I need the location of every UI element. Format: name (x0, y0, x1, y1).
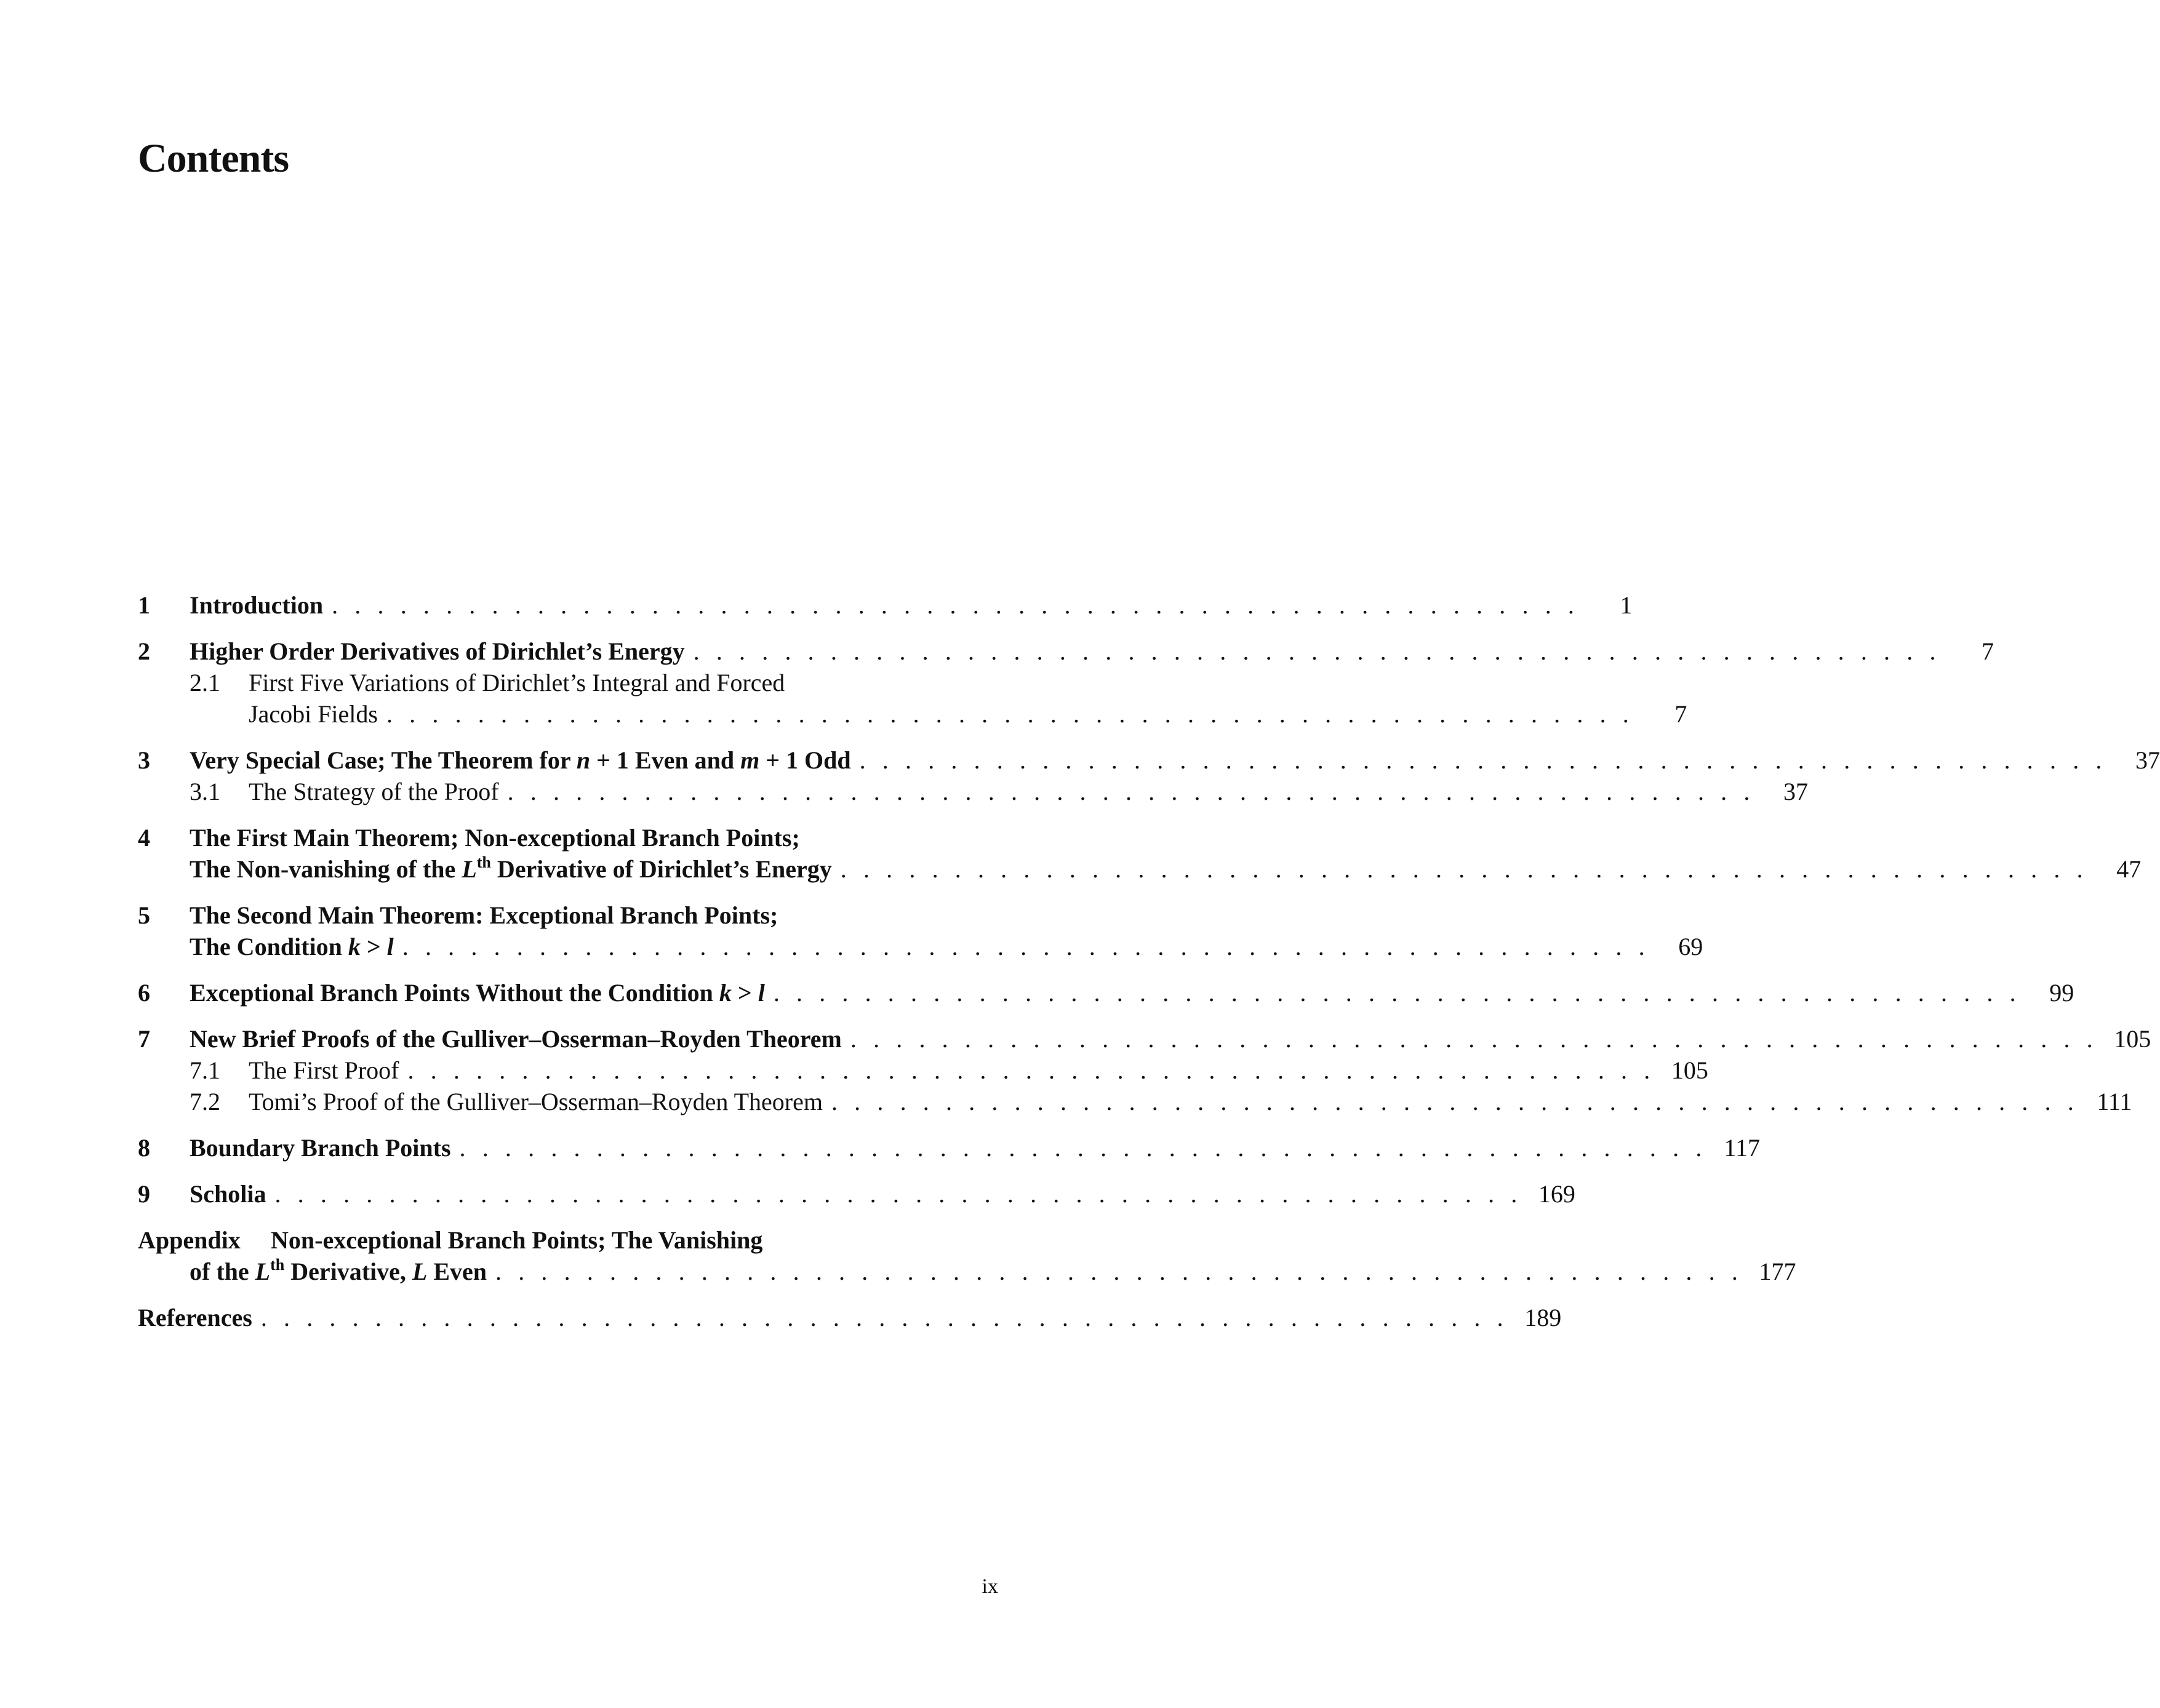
section-title: Tomi’s Proof of the Gulliver–Osserman–Royden Theorem (249, 1088, 823, 1115)
chapter-title: Exceptional Branch Points Without the Condition k > l (190, 979, 765, 1007)
variable-m: m (740, 746, 760, 774)
toc-subentry-3-1[interactable] (138, 776, 1808, 807)
variable-L: L (255, 1258, 271, 1285)
page-number: 7 (1674, 700, 1687, 728)
leader-dots: . . . . . . . . . . . . . . . . . . . . . . . . . . . . . . . . . . . . . . . . . . . . . . . . . . . . . . . (495, 1258, 1743, 1285)
toc-entry-references[interactable] (138, 1302, 1562, 1333)
toc-entry-8[interactable] (138, 1132, 1760, 1163)
toc-entry-6[interactable] (138, 977, 2074, 1008)
variable-k: k (719, 979, 732, 1007)
chapter-title: New Brief Proofs of the Gulliver–Osserman–Royden Theorem (190, 1025, 842, 1053)
superscript-th: th (476, 853, 491, 871)
section-title: The Strategy of the Proof (249, 778, 499, 805)
leader-dots: . . . . . . . . . . . . . . . . . . . . . . . . . . . . . . . . . . . . . . . . . . . . . . . . . . . . . . . (693, 637, 1942, 665)
leader-dots: . . . . . . . . . . . . . . . . . . . . . . . . . . . . . . . . . . . . . . . . . . . . . . . . . . . . . . . (332, 591, 1580, 619)
toc-entry-3[interactable] (138, 744, 2160, 807)
chapter-number: 9 (138, 1180, 150, 1208)
toc-entry-9[interactable] (138, 1178, 1575, 1210)
section-title-line-1: First Five Variations of Dirichlet’s Integral and Forced (249, 669, 785, 696)
leader-dots: . . . . . . . . . . . . . . . . . . . . . . . . . . . . . . . . . . . . . . . . . . . . . . . . . . . . . . . (274, 1180, 1522, 1208)
leader-dots: . . . . . . . . . . . . . . . . . . . . . . . . . . . . . . . . . . . . . . . . . . . . . . . . . . . . . . . (840, 855, 2089, 883)
table-of-contents (138, 589, 2160, 1348)
page-title: Contents (138, 136, 289, 181)
chapter-title: Boundary Branch Points (190, 1134, 451, 1162)
toc-entry-4[interactable] (138, 822, 2142, 885)
references-title: References (138, 1304, 252, 1331)
page-number: 37 (2135, 746, 2160, 774)
page-number: 105 (2114, 1025, 2151, 1053)
toc-entry-7[interactable] (138, 1023, 2151, 1117)
chapter-title-line-2: The Non-vanishing of the Lth Derivative of Dirichlet’s Energy (190, 853, 832, 883)
page-number: 117 (1724, 1134, 1760, 1162)
page-number: 169 (1538, 1180, 1575, 1208)
chapter-number: 4 (138, 824, 150, 852)
leader-dots: . . . . . . . . . . . . . . . . . . . . . . . . . . . . . . . . . . . . . . . . . . . . . . . . . . . . . . . (407, 1056, 1655, 1084)
leader-dots: . . . . . . . . . . . . . . . . . . . . . . . . . . . . . . . . . . . . . . . . . . . . . . . . . . . . . . . (859, 746, 2108, 774)
chapter-number: 2 (138, 637, 150, 665)
page-number: 111 (2097, 1088, 2132, 1115)
leader-dots: . . . . . . . . . . . . . . . . . . . . . . . . . . . . . . . . . . . . . . . . . . . . . . . . . . . . . . . (507, 778, 1755, 805)
chapter-title: Higher Order Derivatives of Dirichlet’s Energy (190, 637, 685, 665)
page-number: 1 (1620, 591, 1633, 619)
page-folio: ix (982, 1575, 998, 1598)
section-number: 3.1 (190, 778, 220, 805)
chapter-number: 3 (138, 746, 150, 774)
toc-entry-1[interactable] (138, 589, 1633, 621)
chapter-title: Introduction (190, 591, 324, 619)
variable-n: n (576, 746, 591, 774)
section-title-line-2: Jacobi Fields (249, 700, 378, 728)
chapter-title: Scholia (190, 1180, 266, 1208)
chapter-title-line-2: The Condition k > l (190, 933, 394, 960)
chapter-number: 8 (138, 1134, 150, 1162)
leader-dots: . . . . . . . . . . . . . . . . . . . . . . . . . . . . . . . . . . . . . . . . . . . . . . . . . . . . . . . (402, 933, 1650, 960)
variable-L: L (462, 855, 477, 883)
leader-dots: . . . . . . . . . . . . . . . . . . . . . . . . . . . . . . . . . . . . . . . . . . . . . . . . . . . . . . . (850, 1025, 2098, 1053)
chapter-number: 6 (138, 979, 150, 1007)
toc-entry-2[interactable] (138, 636, 1994, 730)
page-number: 47 (2116, 855, 2142, 883)
chapter-title: Very Special Case; The Theorem for n + 1 Even and m + 1 Odd (190, 746, 851, 774)
appendix-title-line-2: of the Lth Derivative, L Even (190, 1256, 487, 1285)
variable-l: l (758, 979, 765, 1007)
chapter-number: 7 (138, 1025, 150, 1053)
chapter-number: 1 (138, 591, 150, 619)
section-number: 2.1 (190, 669, 220, 696)
chapter-title-line-1: The First Main Theorem; Non-exceptional Branch Points; (190, 824, 800, 852)
page-number: 69 (1678, 933, 1703, 960)
leader-dots: . . . . . . . . . . . . . . . . . . . . . . . . . . . . . . . . . . . . . . . . . . . . . . . . . . . . . . . (831, 1088, 2079, 1115)
chapter-number: 5 (138, 901, 150, 929)
page-number: 7 (1982, 637, 1994, 665)
variable-k: k (348, 933, 361, 960)
leader-dots: . . . . . . . . . . . . . . . . . . . . . . . . . . . . . . . . . . . . . . . . . . . . . . . . . . . . . . . (773, 979, 2022, 1007)
page-number: 99 (2049, 979, 2074, 1007)
toc-entry-appendix[interactable] (138, 1224, 1796, 1287)
leader-dots: . . . . . . . . . . . . . . . . . . . . . . . . . . . . . . . . . . . . . . . . . . . . . . . . . . . . . . . (459, 1134, 1707, 1162)
section-number: 7.2 (190, 1088, 220, 1115)
leader-dots: . . . . . . . . . . . . . . . . . . . . . . . . . . . . . . . . . . . . . . . . . . . . . . . . . . . . . . . (386, 700, 1634, 728)
chapter-title-line-1: The Second Main Theorem: Exceptional Branch Points; (190, 901, 778, 929)
page-number: 37 (1783, 778, 1808, 805)
appendix-title-line-1: Non-exceptional Branch Points; The Vanishing (271, 1226, 763, 1254)
toc-subentry-2-1[interactable] (138, 667, 998, 698)
toc-entry-5[interactable] (138, 900, 1703, 962)
page-number: 189 (1524, 1304, 1562, 1331)
variable-l: l (386, 933, 394, 960)
section-number: 7.1 (190, 1056, 220, 1084)
appendix-label: Appendix (138, 1226, 241, 1254)
leader-dots: . . . . . . . . . . . . . . . . . . . . . . . . . . . . . . . . . . . . . . . . . . . . . . . . . . . . . . . (260, 1304, 1509, 1331)
page-number: 105 (1671, 1056, 1708, 1084)
variable-L: L (412, 1258, 428, 1285)
toc-subentry-7-2[interactable] (138, 1086, 2132, 1117)
toc-subentry-7-1[interactable] (138, 1055, 1708, 1086)
page-number: 177 (1759, 1258, 1796, 1285)
superscript-th: th (270, 1256, 285, 1274)
section-title: The First Proof (249, 1056, 399, 1084)
